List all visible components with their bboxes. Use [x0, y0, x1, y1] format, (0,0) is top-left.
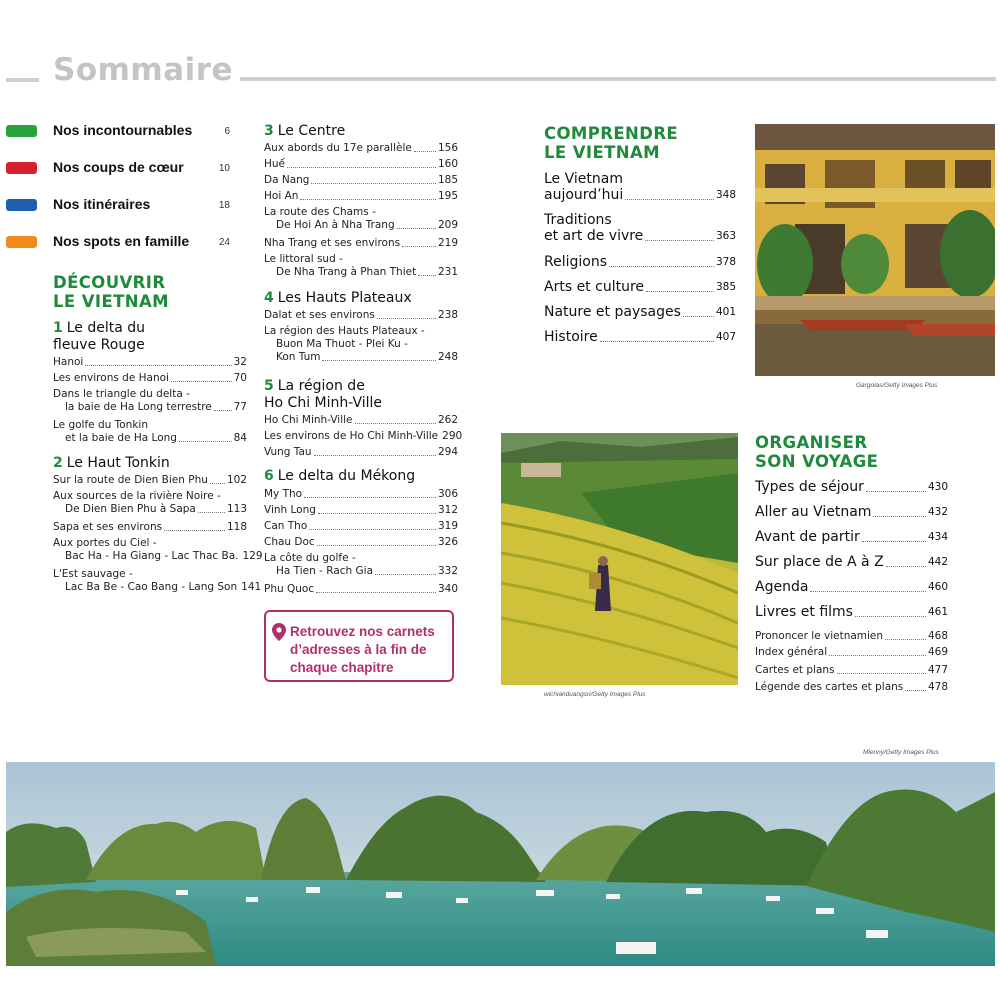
heading-line-1: DÉCOUVRIR — [53, 273, 166, 292]
entry-page: 129 — [242, 550, 263, 562]
blue-swatch — [6, 199, 37, 211]
entry-page: 401 — [715, 306, 736, 318]
entry-label: Dans le triangle du delta - — [53, 388, 190, 400]
entry-page: 231 — [437, 266, 458, 278]
entry-label: Ho Chi Minh-Ville — [264, 414, 353, 426]
entry-label-cont: De Hoi An à Nha Trang — [276, 219, 395, 231]
comprendre-heading — [544, 124, 678, 162]
chapter-title-line: Le delta du — [66, 320, 146, 336]
entry-page: 238 — [437, 309, 458, 321]
map-pin-icon — [272, 623, 286, 641]
entry-label: Sur la route de Dien Bien Phu — [53, 474, 208, 486]
toc-entry[interactable] — [53, 537, 263, 563]
toc-entry[interactable] — [755, 681, 948, 694]
entry-page: 407 — [715, 331, 736, 343]
entry-label: Arts et culture — [544, 279, 645, 295]
entry-page: 248 — [437, 351, 458, 363]
toc-entry[interactable] — [264, 536, 458, 549]
entry-page: 77 — [233, 401, 247, 413]
highlight-label: Nos coups de cœur — [53, 159, 184, 175]
entry-page: 102 — [226, 474, 247, 486]
entry-label: Aller au Vietnam — [755, 504, 872, 520]
toc-entry[interactable] — [53, 521, 247, 534]
entry-label: Le Vietnam — [544, 171, 623, 187]
entry-label: Index général — [755, 646, 828, 658]
toc-entry[interactable] — [53, 372, 247, 385]
entry-page: 113 — [226, 503, 247, 515]
toc-entry[interactable] — [755, 579, 948, 595]
chapter-title-line: Le Haut Tonkin — [66, 455, 170, 471]
entry-label: Vung Tau — [264, 446, 312, 458]
toc-entry[interactable] — [264, 158, 458, 171]
entry-page: 442 — [927, 556, 948, 568]
toc-entry[interactable] — [53, 356, 247, 369]
toc-entry[interactable] — [264, 253, 458, 279]
entry-page: 461 — [927, 606, 948, 618]
entry-label: Aux abords du 17e parallèle — [264, 142, 412, 154]
entry-label: Aux portes du Ciel - — [53, 537, 157, 549]
decouvrir-heading — [53, 273, 169, 311]
green-swatch — [6, 125, 37, 137]
entry-label: Types de séjour — [755, 479, 864, 495]
entry-label: Nha Trang et ses environs — [264, 237, 401, 249]
toc-entry[interactable] — [53, 568, 262, 594]
entry-label-cont: Lac Ba Be - Cao Bang - Lang Son — [65, 581, 238, 593]
chapter-title-line: Les Hauts Plateaux — [277, 290, 412, 306]
highlight-label: Nos incontournables — [53, 122, 193, 138]
toc-entry[interactable] — [264, 309, 458, 322]
red-swatch — [6, 162, 37, 174]
chapter-title-line: Le delta du Mékong — [277, 468, 416, 484]
photo-credit: wichianduangsri/Getty Images Plus — [544, 691, 646, 698]
chapter-3-title[interactable] — [264, 123, 345, 140]
toc-entry[interactable] — [53, 388, 247, 414]
toc-entry[interactable] — [755, 646, 948, 659]
entry-label-cont: Kon Tum — [276, 351, 321, 363]
page-title: Sommaire — [53, 52, 234, 88]
entry-label: Hoi An — [264, 190, 299, 202]
toc-entry[interactable] — [53, 419, 247, 445]
entry-label-cont: Buon Ma Thuot - Plei Ku - — [276, 338, 408, 350]
photo-credit: Gargolas/Getty Images Plus — [856, 382, 938, 389]
entry-page: 312 — [437, 504, 458, 516]
entry-page: 118 — [226, 521, 247, 533]
entry-label: Le littoral sud - — [264, 253, 343, 265]
entry-page: 262 — [437, 414, 458, 426]
entry-page: 319 — [437, 520, 458, 532]
entry-page: 219 — [437, 237, 458, 249]
entry-label: Religions — [544, 254, 607, 270]
chapter-2-title[interactable] — [53, 455, 170, 472]
toc-entry[interactable] — [755, 554, 948, 570]
entry-label: Hanoi — [53, 356, 84, 368]
toc-entry[interactable] — [264, 325, 458, 364]
toc-entry[interactable] — [544, 304, 736, 320]
toc-entry[interactable] — [264, 552, 458, 578]
entry-page: 290 — [442, 430, 463, 442]
heading-line-1: COMPRENDRE — [544, 124, 679, 143]
toc-entry[interactable] — [264, 504, 458, 517]
orange-swatch — [6, 236, 37, 248]
entry-label: Légende des cartes et plans — [755, 681, 904, 693]
entry-label: Livres et films — [755, 604, 853, 620]
entry-page: 70 — [233, 372, 247, 384]
heading-line-2: SON VOYAGE — [755, 452, 879, 471]
entry-label: Agenda — [755, 579, 809, 595]
toc-entry[interactable] — [264, 414, 458, 427]
toc-entry[interactable] — [264, 174, 458, 187]
heading-line-1: ORGANISER — [755, 433, 868, 452]
carnets-callout — [264, 610, 454, 682]
toc-entry[interactable] — [755, 529, 948, 545]
toc-entry[interactable] — [264, 190, 458, 203]
entry-label-cont: Bac Ha - Ha Giang - Lac Thac Ba. — [65, 550, 239, 562]
heading-line-2: LE VIETNAM — [544, 143, 660, 162]
toc-entry[interactable] — [755, 479, 948, 495]
chapter-title-line: Ho Chi Minh-Ville — [264, 395, 383, 411]
chapter-number: 3 — [264, 123, 274, 139]
chapter-number: 2 — [53, 455, 63, 471]
entry-page: 348 — [715, 189, 736, 201]
entry-label: Can Tho — [264, 520, 308, 532]
entry-label: Avant de partir — [755, 529, 860, 545]
entry-page: 477 — [927, 664, 948, 676]
entry-page: 306 — [437, 488, 458, 500]
entry-label: Chau Doc — [264, 536, 315, 548]
entry-page: 378 — [715, 256, 736, 268]
rice-terraces-photo — [501, 433, 738, 685]
entry-page: 84 — [233, 432, 247, 444]
title-rule-right — [240, 77, 996, 81]
toc-entry[interactable] — [53, 474, 247, 487]
entry-label: Cartes et plans — [755, 664, 835, 676]
entry-label: Huế — [264, 158, 286, 170]
highlight-label: Nos spots en famille — [53, 233, 190, 249]
toc-entry[interactable] — [544, 329, 736, 345]
organiser-heading — [755, 433, 878, 471]
hoian-photo — [755, 124, 995, 376]
toc-entry[interactable] — [264, 583, 458, 596]
chapter-number: 5 — [264, 378, 274, 394]
toc-entry[interactable] — [264, 520, 458, 533]
chapter-4-title[interactable] — [264, 290, 412, 307]
entry-label: Da Nang — [264, 174, 310, 186]
chapter-title-line: La région de — [277, 378, 365, 394]
entry-page: 432 — [927, 506, 948, 518]
toc-entry[interactable] — [544, 212, 736, 244]
toc-entry[interactable] — [264, 446, 458, 459]
entry-page: 32 — [233, 356, 247, 368]
toc-entry[interactable] — [53, 490, 247, 516]
toc-entry[interactable] — [264, 142, 458, 155]
entry-label: La côte du golfe - — [264, 552, 356, 564]
entry-page: 141 — [241, 581, 262, 593]
entry-page: 478 — [927, 681, 948, 693]
heading-line-2: LE VIETNAM — [53, 292, 169, 311]
callout-text: Retrouvez nos carnets d’adresses à la fin de chaque chapitre — [290, 624, 435, 675]
toc-entry[interactable] — [264, 430, 463, 443]
entry-label: Vinh Long — [264, 504, 316, 516]
entry-label: Prononcer le vietnamien — [755, 630, 884, 642]
entry-label: Les environs de Ho Chi Minh-Ville — [264, 430, 439, 442]
entry-page: 185 — [437, 174, 458, 186]
entry-page: 160 — [437, 158, 458, 170]
highlight-page: 6 — [224, 126, 230, 137]
entry-label: La route des Chams - — [264, 206, 376, 218]
photo-credit: Mlenny/Getty Images Plus — [863, 749, 939, 756]
entry-label: La région des Hauts Plateaux - — [264, 325, 425, 337]
entry-page: 468 — [927, 630, 948, 642]
entry-label-cont: et art de vivre — [544, 228, 644, 244]
entry-label-cont: De Dien Bien Phu à Sapa — [65, 503, 196, 515]
entry-label: Les environs de Hanoi — [53, 372, 169, 384]
chapter-title-line: Le Centre — [277, 123, 346, 139]
entry-page: 460 — [927, 581, 948, 593]
highlight-spots-famille[interactable] — [6, 233, 246, 253]
toc-entry[interactable] — [755, 630, 948, 643]
chapter-title-line: fleuve Rouge — [53, 337, 145, 353]
toc-entry[interactable] — [264, 206, 458, 232]
entry-label-cont: la baie de Ha Long terrestre — [65, 401, 212, 413]
highlight-page: 24 — [218, 237, 230, 248]
entry-label: Sapa et ses environs — [53, 521, 163, 533]
entry-label: My Tho — [264, 488, 303, 500]
toc-entry[interactable] — [264, 237, 458, 250]
highlight-label: Nos itinéraires — [53, 196, 151, 212]
entry-page: 195 — [437, 190, 458, 202]
entry-page: 434 — [927, 531, 948, 543]
entry-page: 340 — [437, 583, 458, 595]
entry-label: Histoire — [544, 329, 598, 345]
entry-label: Dalat et ses environs — [264, 309, 375, 321]
highlight-coups-de-coeur[interactable] — [6, 159, 246, 179]
title-rule-left — [6, 78, 39, 82]
entry-page: 430 — [927, 481, 948, 493]
entry-label: Nature et paysages — [544, 304, 681, 320]
chapter-number: 4 — [264, 290, 274, 306]
entry-label-cont: aujourd’hui — [544, 187, 624, 203]
toc-entry[interactable] — [264, 488, 458, 501]
entry-label: Traditions — [544, 212, 612, 228]
toc-entry[interactable] — [755, 604, 948, 620]
toc-entry[interactable] — [544, 171, 736, 203]
toc-entry[interactable] — [544, 279, 736, 295]
chapter-number: 1 — [53, 320, 63, 336]
chapter-5-title[interactable] — [264, 378, 382, 412]
entry-label-cont: De Nha Trang à Phan Thiet — [276, 266, 417, 278]
entry-page: 209 — [437, 219, 458, 231]
entry-page: 469 — [927, 646, 948, 658]
entry-label-cont: Ha Tien - Rach Gia — [276, 565, 374, 577]
entry-label-cont: et la baie de Ha Long — [65, 432, 177, 444]
entry-page: 294 — [437, 446, 458, 458]
highlight-incontournables[interactable] — [6, 122, 246, 142]
entry-page: 385 — [715, 281, 736, 293]
entry-label: Aux sources de la rivière Noire - — [53, 490, 221, 502]
chapter-1-title[interactable] — [53, 320, 145, 354]
entry-label: Le golfe du Tonkin — [53, 419, 148, 431]
chapter-6-title[interactable] — [264, 468, 415, 485]
entry-page: 156 — [437, 142, 458, 154]
entry-page: 363 — [715, 230, 736, 242]
entry-page: 332 — [437, 565, 458, 577]
entry-label: L'Est sauvage - — [53, 568, 133, 580]
halong-bay-photo — [6, 762, 995, 966]
entry-label: Sur place de A à Z — [755, 554, 884, 570]
entry-page: 326 — [437, 536, 458, 548]
toc-entry[interactable] — [755, 504, 948, 520]
entry-label: Phu Quoc — [264, 583, 315, 595]
highlight-page: 10 — [218, 163, 230, 174]
toc-entry[interactable] — [544, 254, 736, 270]
highlight-page: 18 — [218, 200, 230, 211]
toc-entry[interactable] — [755, 664, 948, 677]
chapter-number: 6 — [264, 468, 274, 484]
highlight-itineraires[interactable] — [6, 196, 246, 216]
